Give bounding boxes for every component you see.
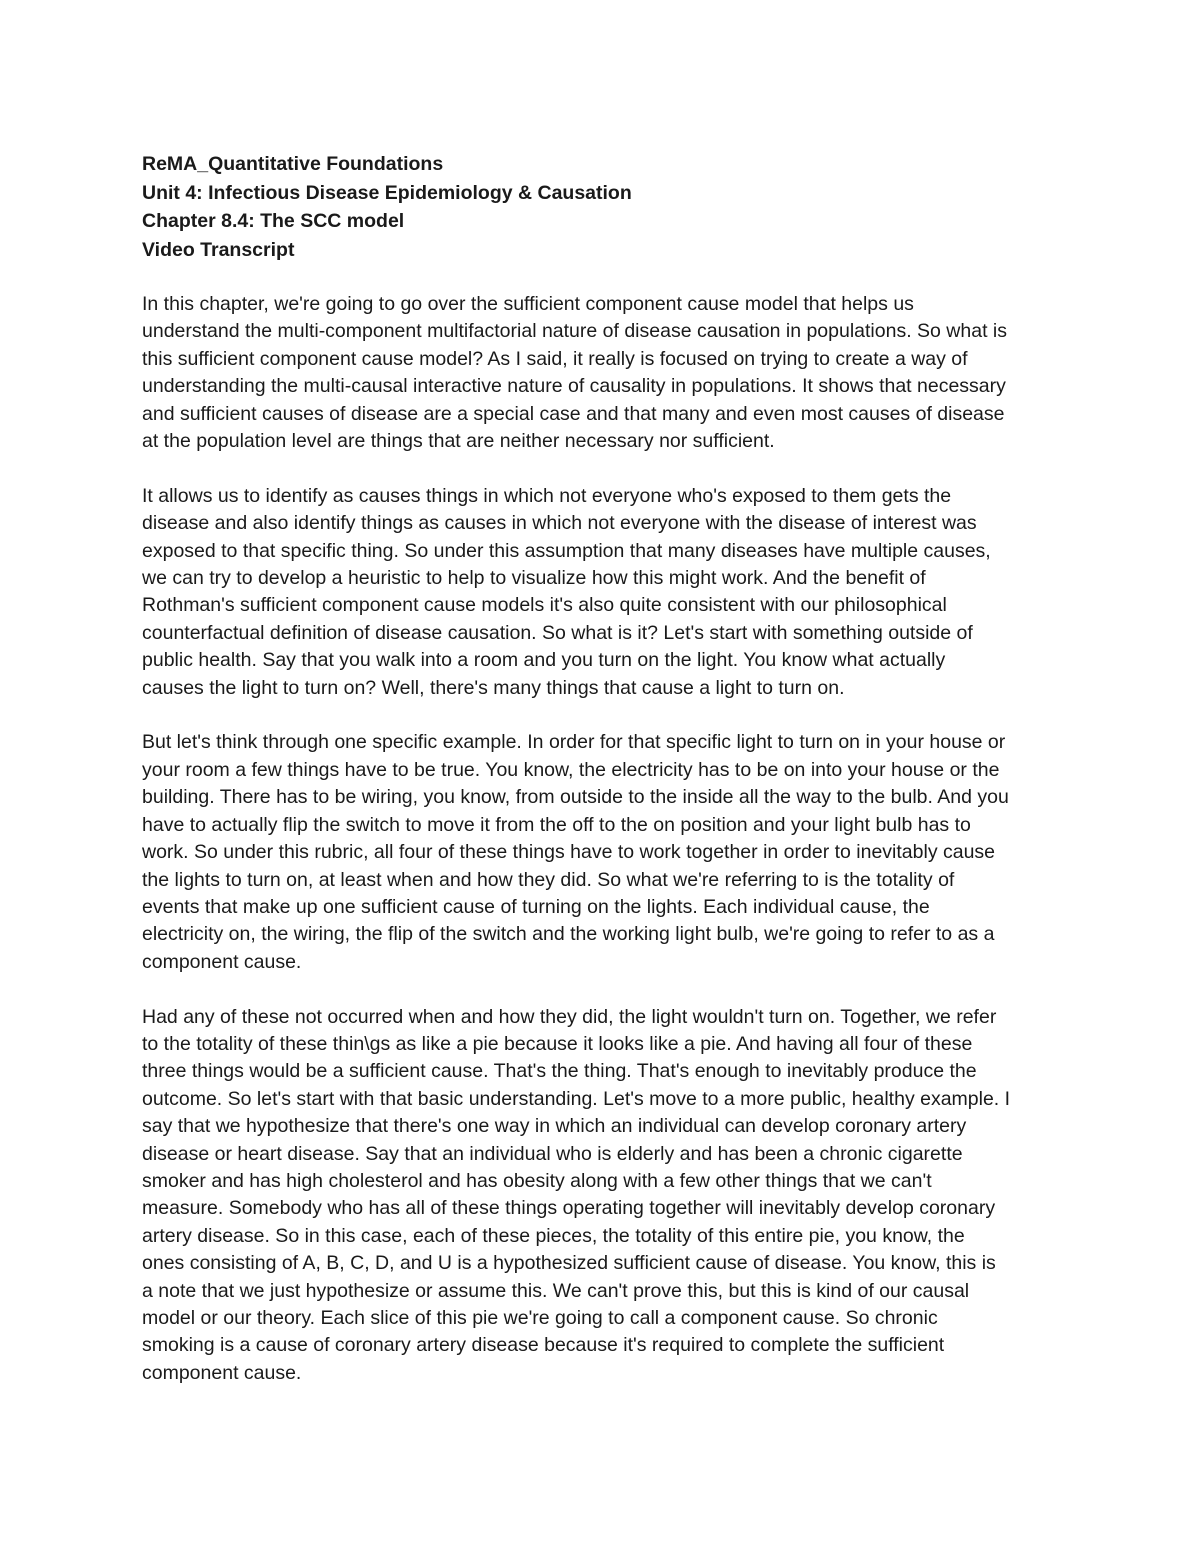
text-line: Had any of these not occurred when and how they did, the light wouldn't turn on. Together, we refer <box>142 1005 997 1028</box>
text-line: building. There has to be wiring, you know, from outside to the inside all the way to the bulb. And you <box>142 786 1009 809</box>
text-line: a note that we just hypothesize or assume this. We can't prove this, but this is kind of our causal <box>142 1279 970 1302</box>
text-line: artery disease. So in this case, each of these pieces, the totality of this entire pie, you know, the <box>142 1224 965 1247</box>
text-line: say that we hypothesize that there's one way in which an individual can develop coronary artery <box>142 1115 967 1138</box>
text-line: counterfactual definition of disease causation. So what is it? Let's start with something outside of <box>142 621 973 644</box>
paragraph-spacer <box>142 455 1067 482</box>
text-line: But let's think through one specific example. In order for that specific light to turn on in your house or <box>142 731 1006 754</box>
chapter-title: Chapter 8.4: The SCC model <box>142 210 405 232</box>
document-type: Video Transcript <box>142 238 295 261</box>
text-line: causes the light to turn on? Well, there's many things that cause a light to turn on. <box>142 676 845 699</box>
text-line: Rothman's sufficient component cause models it's also quite consistent with our philosophical <box>142 594 947 617</box>
paragraph-2 <box>142 483 1067 702</box>
text-line: electricity on, the wiring, the flip of the switch and the working light bulb, we're going to refer to as a <box>142 923 995 946</box>
text-line: outcome. So let's start with that basic understanding. Let's move to a more public, healthy example. I <box>142 1087 1011 1110</box>
paragraph-spacer <box>142 702 1067 729</box>
paragraph-4 <box>142 1004 1067 1388</box>
text-line: events that make up one sufficient cause of turning on the lights. Each individual cause, the <box>142 895 930 918</box>
text-line: and sufficient causes of disease are a special case and that many and even most causes of disease <box>142 402 1005 425</box>
paragraph-3 <box>142 729 1067 976</box>
text-line: at the population level are things that are neither necessary nor sufficient. <box>142 430 775 453</box>
text-line: the lights to turn on, at least when and how they did. So what we're referring to is the totality of <box>142 868 955 891</box>
text-line: have to actually flip the switch to move it from the off to the on position and your light bulb has to <box>142 813 971 836</box>
text-line: In this chapter, we're going to go over the sufficient component cause model that helps us <box>142 293 914 315</box>
text-line: model or our theory. Each slice of this pie we're going to call a component cause. So chronic <box>142 1306 938 1329</box>
paragraph-1 <box>142 291 1067 455</box>
text-line: component cause. <box>142 950 302 973</box>
paragraph-spacer <box>142 976 1067 1003</box>
course-title: ReMA_Quantitative Foundations <box>142 153 444 175</box>
text-line: exposed to that specific thing. So under this assumption that many diseases have multiple causes, <box>142 539 991 562</box>
text-line: we can try to develop a heuristic to help to visualize how this might work. And the benefit of <box>142 567 926 590</box>
text-line: understand the multi-component multifactorial nature of disease causation in populations. So what is <box>142 320 1007 343</box>
text-line: It allows us to identify as causes things in which not everyone who's exposed to them gets the <box>142 484 952 507</box>
heading-spacer <box>142 264 1067 291</box>
text-line: to the totality of these thin\gs as like a pie because it looks like a pie. And having all four of these <box>142 1032 973 1055</box>
text-line: smoker and has high cholesterol and has obesity along with a few other things that we can't <box>142 1169 932 1192</box>
text-line: your room a few things have to be true. You know, the electricity has to be on into your house or the <box>142 758 1000 781</box>
text-line: component cause. <box>142 1361 302 1384</box>
text-line: smoking is a cause of coronary artery disease because it's required to complete the sufficient <box>142 1334 945 1357</box>
text-line: disease and also identify things as causes in which not everyone with the disease of interest was <box>142 512 977 535</box>
text-line: work. So under this rubric, all four of these things have to work together in order to inevitably cause <box>142 841 996 864</box>
text-line: ones consisting of A, B, C, D, and U is a hypothesized sufficient cause of disease. You know, this is <box>142 1252 996 1275</box>
unit-title: Unit 4: Infectious Disease Epidemiology & Causation <box>142 181 632 204</box>
text-line: three things would be a sufficient cause. That's the thing. That's enough to inevitably produce the <box>142 1060 977 1083</box>
text-line: measure. Somebody who has all of these things operating together will inevitably develop coronary <box>142 1197 996 1220</box>
text-line: understanding the multi-causal interactive nature of causality in populations. It shows that necessary <box>142 375 1006 398</box>
text-line: this sufficient component cause model? As I said, it really is focused on trying to create a way of <box>142 347 968 370</box>
text-line: public health. Say that you walk into a room and you turn on the light. You know what actually <box>142 649 946 672</box>
document-content <box>142 150 1067 1387</box>
text-line: disease or heart disease. Say that an individual who is elderly and has been a chronic cigarette <box>142 1142 963 1165</box>
